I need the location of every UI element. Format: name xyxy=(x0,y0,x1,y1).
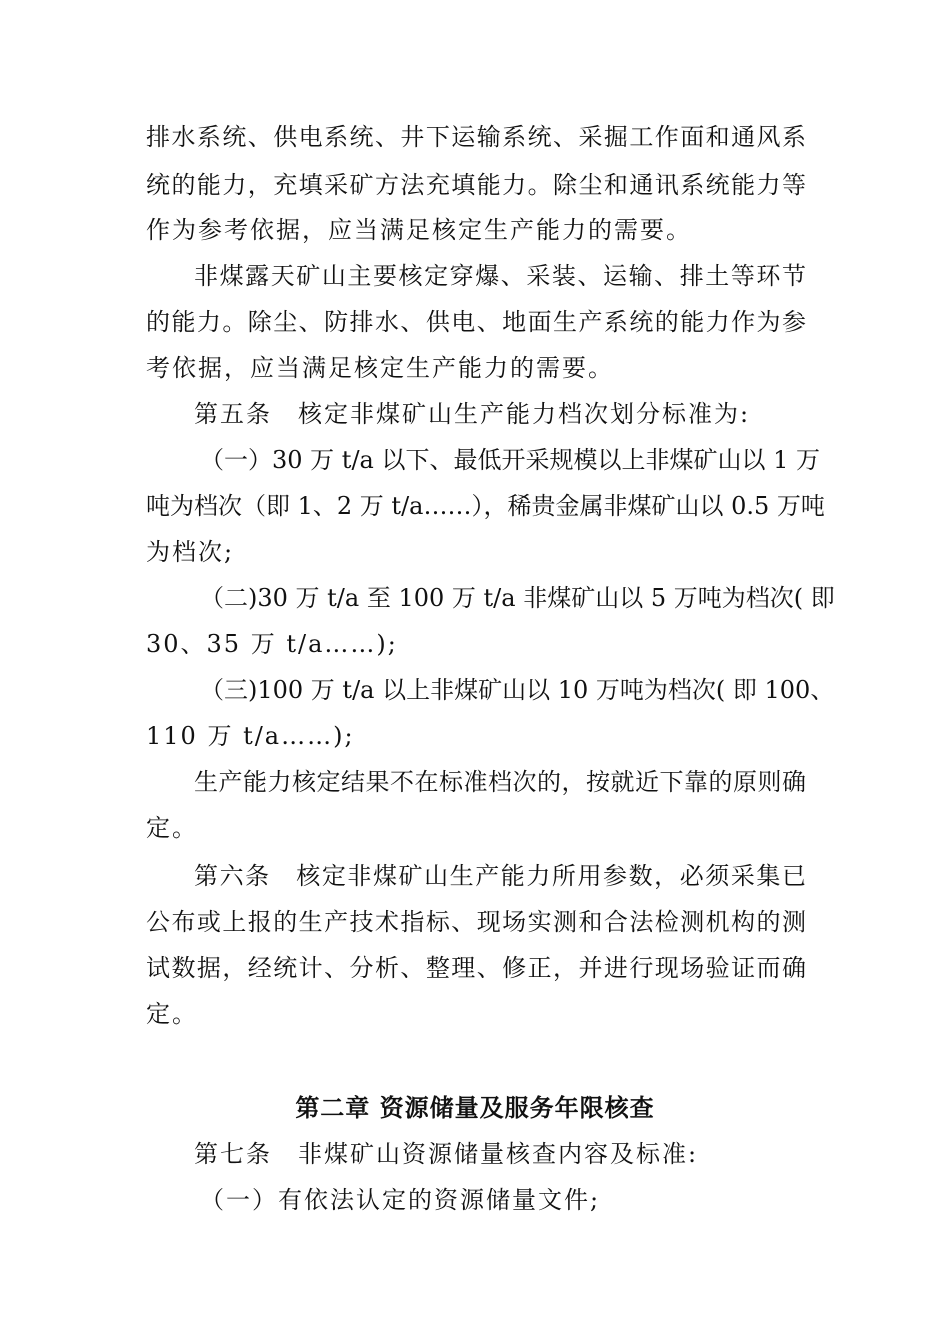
paragraph-line: 的能力。除尘、防排水、供电、地面生产系统的能力作为参 xyxy=(146,308,806,336)
paragraph-line: （一）有依法认定的资源储量文件; xyxy=(200,1186,601,1214)
article-6-title: 第六条 核定非煤矿山生产能力所用参数，必须采集已 xyxy=(194,862,806,890)
paragraph-line: 生产能力核定结果不在标准档次的，按就近下靠的原则确 xyxy=(194,768,806,796)
paragraph-line: 吨为档次（即 1、2 万 t/a……），稀贵金属非煤矿山以 0.5 万吨 xyxy=(146,492,825,520)
chapter-heading: 第二章 资源储量及服务年限核查 xyxy=(295,1094,655,1122)
paragraph-line: （三)100 万 t/a 以上非煤矿山以 10 万吨为档次( 即 100、 xyxy=(200,676,835,704)
paragraph-line: （一）30 万 t/a 以下、最低开采规模以上非煤矿山以 1 万 xyxy=(200,446,820,474)
paragraph-line: （二)30 万 t/a 至 100 万 t/a 非煤矿山以 5 万吨为档次( 即 xyxy=(200,584,835,612)
paragraph-line: 定。 xyxy=(146,1000,198,1028)
paragraph-line: 统的能力，充填采矿方法充填能力。除尘和通讯系统能力等 xyxy=(146,171,806,199)
article-7-title: 第七条 非煤矿山资源储量核查内容及标准: xyxy=(194,1140,699,1168)
paragraph-line: 公布或上报的生产技术指标、现场实测和合法检测机构的测 xyxy=(146,908,806,936)
paragraph-line: 110 万 t/a……); xyxy=(146,722,355,750)
paragraph-line: 试数据，经统计、分析、整理、修正，并进行现场验证而确 xyxy=(146,954,806,982)
paragraph-line: 为档次; xyxy=(146,538,235,566)
paragraph-line: 30、35 万 t/a……); xyxy=(146,630,398,658)
paragraph-line: 排水系统、供电系统、井下运输系统、采掘工作面和通风系 xyxy=(146,123,806,151)
article-5-title: 第五条 核定非煤矿山生产能力档次划分标准为: xyxy=(194,400,751,428)
paragraph-line: 定。 xyxy=(146,814,198,842)
paragraph-line: 考依据，应当满足核定生产能力的需要。 xyxy=(146,354,614,382)
paragraph-line: 非煤露天矿山主要核定穿爆、采装、运输、排土等环节 xyxy=(194,262,806,290)
paragraph-line: 作为参考依据，应当满足核定生产能力的需要。 xyxy=(146,216,692,244)
